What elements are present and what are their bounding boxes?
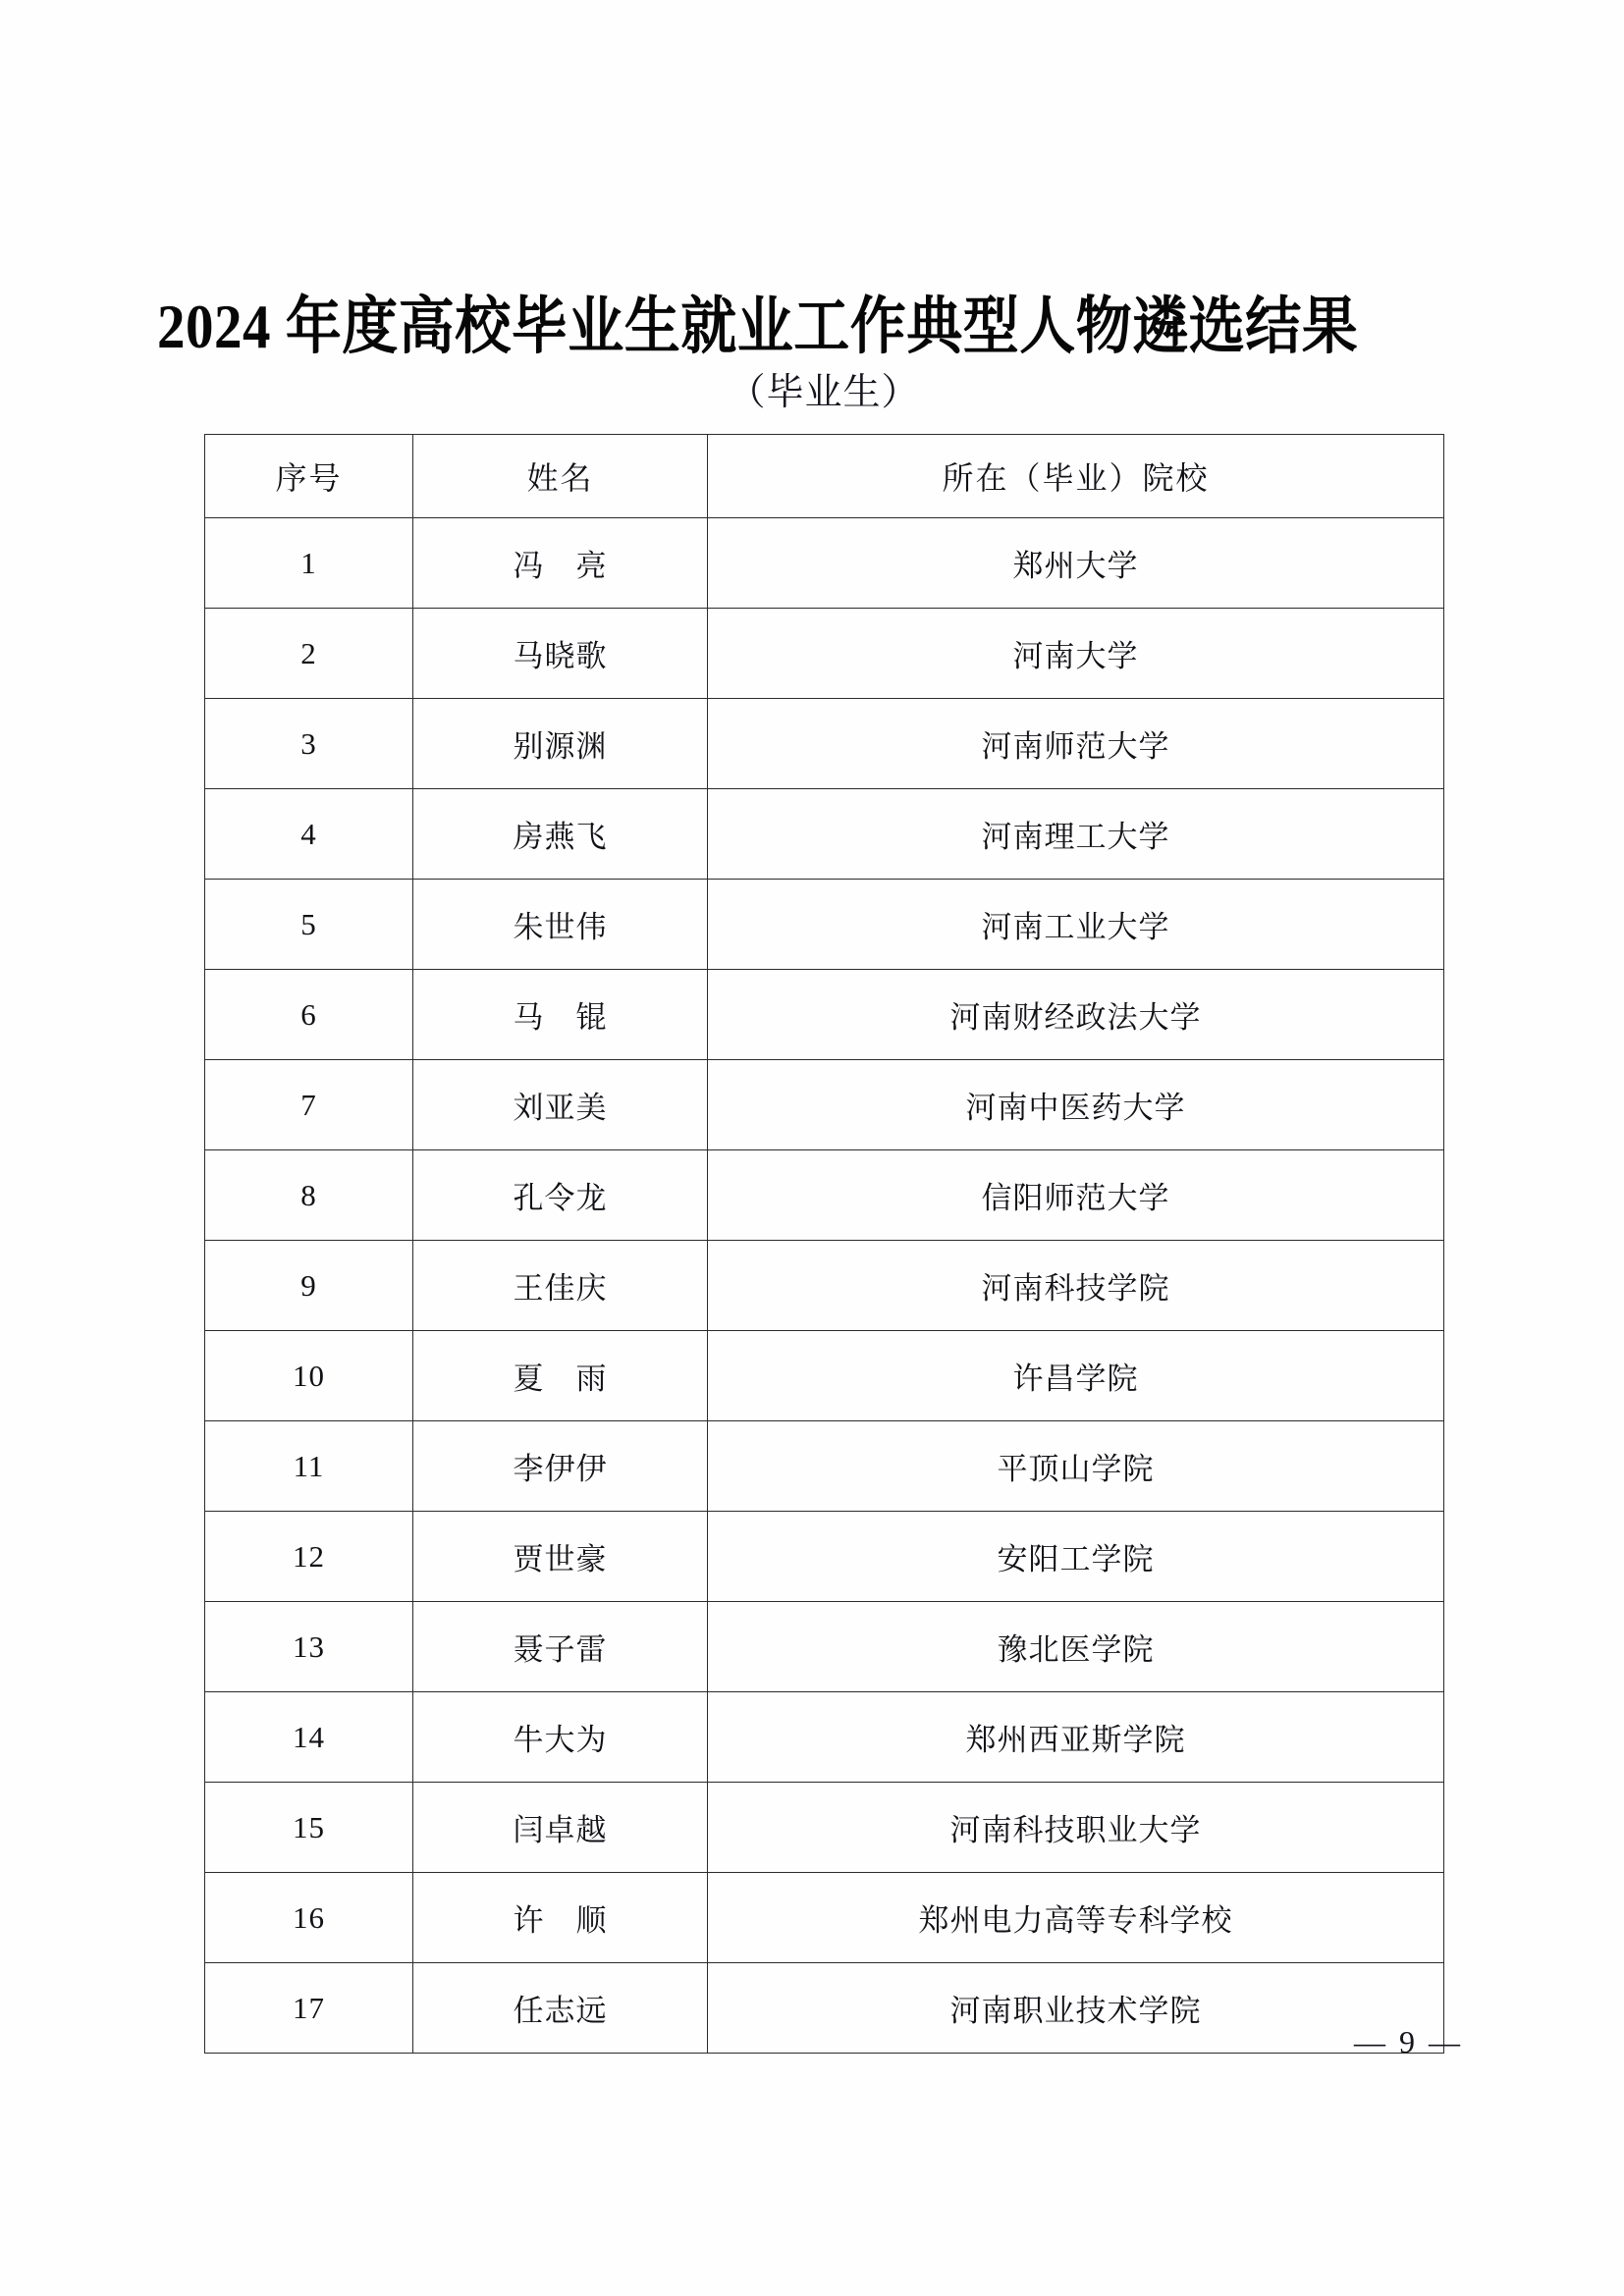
table-row (205, 518, 1444, 609)
cell-school: 郑州电力高等专科学校 (708, 1873, 1444, 1963)
cell-index: 14 (205, 1692, 413, 1783)
cell-index: 1 (205, 518, 413, 609)
table-header (205, 435, 1444, 518)
cell-school: 许昌学院 (708, 1331, 1444, 1421)
cell-index: 11 (205, 1421, 413, 1512)
results-table-container (204, 434, 1443, 2054)
cell-index: 9 (205, 1241, 413, 1331)
cell-name: 闫卓越 (413, 1783, 708, 1873)
cell-school: 信阳师范大学 (708, 1150, 1444, 1241)
page-title: 2024 年度高校毕业生就业工作典型人物遴选结果 (157, 293, 1359, 362)
table-row (205, 1783, 1444, 1873)
cell-index: 16 (205, 1873, 413, 1963)
table-row (205, 970, 1444, 1060)
cell-school: 河南工业大学 (708, 880, 1444, 970)
table-row (205, 1421, 1444, 1512)
cell-school: 郑州西亚斯学院 (708, 1692, 1444, 1783)
cell-name: 贾世豪 (413, 1512, 708, 1602)
cell-school: 河南理工大学 (708, 789, 1444, 880)
column-header-school: 所在（毕业）院校 (708, 435, 1444, 518)
cell-index: 17 (205, 1963, 413, 2054)
cell-name: 房燕飞 (413, 789, 708, 880)
cell-name: 别源渊 (413, 699, 708, 789)
cell-school: 河南大学 (708, 609, 1444, 699)
cell-name: 李伊伊 (413, 1421, 708, 1512)
table-row (205, 1060, 1444, 1150)
cell-name: 夏 雨 (413, 1331, 708, 1421)
cell-school: 河南师范大学 (708, 699, 1444, 789)
cell-name: 马晓歌 (413, 609, 708, 699)
results-table (204, 434, 1444, 2054)
cell-school: 河南科技职业大学 (708, 1783, 1444, 1873)
cell-name: 牛大为 (413, 1692, 708, 1783)
table-row (205, 1692, 1444, 1783)
cell-index: 13 (205, 1602, 413, 1692)
cell-school: 河南中医药大学 (708, 1060, 1444, 1150)
cell-index: 7 (205, 1060, 413, 1150)
cell-school: 郑州大学 (708, 518, 1444, 609)
cell-index: 4 (205, 789, 413, 880)
cell-name: 聂子雷 (413, 1602, 708, 1692)
cell-name: 刘亚美 (413, 1060, 708, 1150)
cell-index: 6 (205, 970, 413, 1060)
cell-name: 马 锟 (413, 970, 708, 1060)
cell-school: 平顶山学院 (708, 1421, 1444, 1512)
cell-name: 孔令龙 (413, 1150, 708, 1241)
cell-index: 2 (205, 609, 413, 699)
cell-name: 任志远 (413, 1963, 708, 2054)
cell-name: 朱世伟 (413, 880, 708, 970)
table-row (205, 789, 1444, 880)
cell-index: 8 (205, 1150, 413, 1241)
cell-school: 河南科技学院 (708, 1241, 1444, 1331)
cell-name: 冯 亮 (413, 518, 708, 609)
table-row (205, 699, 1444, 789)
table-body (205, 518, 1444, 2054)
cell-index: 12 (205, 1512, 413, 1602)
cell-index: 3 (205, 699, 413, 789)
page-number: — 9 — (1354, 2024, 1463, 2059)
cell-school: 豫北医学院 (708, 1602, 1444, 1692)
column-header-index: 序号 (205, 435, 413, 518)
table-row (205, 1512, 1444, 1602)
table-row (205, 1241, 1444, 1331)
cell-school: 安阳工学院 (708, 1512, 1444, 1602)
table-row (205, 609, 1444, 699)
cell-name: 许 顺 (413, 1873, 708, 1963)
table-header-row (205, 435, 1444, 518)
table-row (205, 1150, 1444, 1241)
table-row (205, 880, 1444, 970)
table-row (205, 1331, 1444, 1421)
cell-school: 河南财经政法大学 (708, 970, 1444, 1060)
cell-index: 10 (205, 1331, 413, 1421)
table-row (205, 1873, 1444, 1963)
table-row (205, 1602, 1444, 1692)
cell-school: 河南职业技术学院 (708, 1963, 1444, 2054)
page-subtitle: （毕业生） (728, 372, 920, 413)
cell-index: 15 (205, 1783, 413, 1873)
column-header-name: 姓名 (413, 435, 708, 518)
cell-name: 王佳庆 (413, 1241, 708, 1331)
cell-index: 5 (205, 880, 413, 970)
